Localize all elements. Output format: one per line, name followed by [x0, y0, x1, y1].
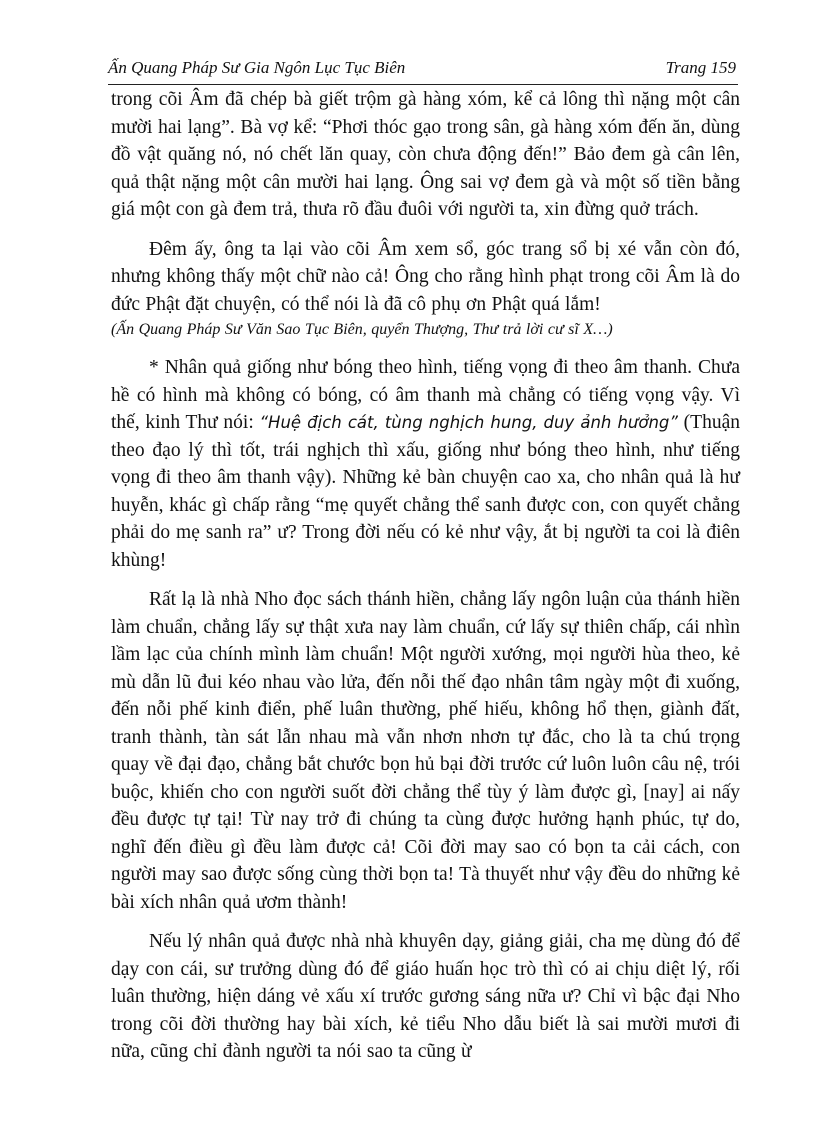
paragraph-1: trong cõi Âm đã chép bà giết trộm gà hàng xóm, kể cả lông thì nặng một cân mười hai lạng”. Bà vợ kể: “Phơi thóc gạo trong sân, gà hàng xóm đến ăn, dùng đồ vật quăng nó, nó chết lăn quay, còn chưa động đến!” Bảo đem gà cân lên, quả thật nặng một cân mười hai lạng. Ông sai vợ đem gà và một số tiền bằng giá một con gà đem trả, thưa rõ đầu đuôi với người ta, xin đừng quở trách.: [111, 89, 740, 220]
paragraph-3: [111, 354, 740, 574]
source-citation: (Ấn Quang Pháp Sư Văn Sao Tục Biên, quyển Thượng, Thư trả lời cư sĩ X…): [111, 321, 613, 338]
paragraph-3-text-end: (Thuận theo đạo lý thì tốt, trái nghịch thì xấu, giống như bóng theo hình, như tiếng vọng đi theo âm thanh vậy). Những kẻ bàn chuyện cao xa, cho nhân quả là hư huyễn, khác gì chấp rằng “mẹ quyết chẳng thể sanh được con, con quyết chẳng phải do mẹ sanh ra” ư? Trong đời nếu có kẻ như vậy, ắt bị người ta coi là điên khùng!: [111, 412, 740, 571]
paragraph-2: [111, 236, 740, 343]
body-text: [111, 86, 740, 1066]
page-header: [108, 54, 738, 85]
page-number: Trang 159: [665, 58, 736, 77]
scripture-quote: “Huệ địch cát, tùng nghịch hung, duy ảnh hưởng”: [259, 413, 678, 432]
paragraph-2-text: Đêm ấy, ông ta lại vào cõi Âm xem sổ, góc trang sổ bị xé vẫn còn đó, nhưng không thấy một chữ nào cả! Ông cho rằng hình phạt trong cõi Âm là do đức Phật đặt chuyện, có thể nói là đã cô phụ ơn Phật quá lắm!: [111, 238, 740, 315]
book-title: Ấn Quang Pháp Sư Gia Ngôn Lục Tục Biên: [108, 58, 406, 77]
paragraph-3-text-start: * Nhân quả giống như bóng theo hình, tiếng vọng đi theo âm thanh. Chưa hề có hình mà không có bóng, có âm thanh mà chẳng có tiếng vọng vậy. Vì thế, kinh Thư nói:: [111, 357, 740, 433]
paragraph-4: Rất lạ là nhà Nho đọc sách thánh hiền, chẳng lấy ngôn luận của thánh hiền làm chuẩn, chẳng lấy sự thật xưa nay làm chuẩn, cứ lấy sự thiên chấp, cái nhìn lầm lạc của chính mình làm chuẩn! Một người xướng, mọi người hùa theo, kẻ mù dẫn lũ đui kéo nhau vào lửa, đến nỗi thế đạo nhân tâm ngày một đi xuống, đến nỗi phế kinh điển, phế luân thường, phế hiếu, không hổ thẹn, giành đất, tranh thành, tàn sát lẫn nhau mà vẫn nhơn nhơn tự đắc, cho là ta chú trọng quay về đại đạo, chẳng bắt chước bọn hủ bại đời trước cứ luôn luôn câu nệ, trói buộc, khiến cho con người suốt đời chẳng thể tùy ý làm được gì, [nay] ai nấy đều được tự tại! Từ nay trở đi chúng ta cùng được hưởng hạnh phúc, tự do, nghĩ đến điều gì đều làm được cả! Cõi đời may sao có bọn ta cải cách, con người may sao được sống cùng thời bọn ta! Tà thuyết như vậy đều do những kẻ bài xích nhân quả ươm thành!: [111, 589, 740, 913]
paragraph-5: Nếu lý nhân quả được nhà nhà khuyên dạy, giảng giải, cha mẹ dùng đó để dạy con cái, sư trưởng dùng đó để giáo huấn học trò thì có ai chịu diệt lý, rối luân thường, hiện dáng vẻ xấu xí trước gương sáng nữa ư? Chỉ vì bậc đại Nho trong cõi đời thường hay bài xích, kẻ tiểu Nho dẫu biết là sai mười mươi đi nữa, cũng chỉ đành người ta nói sao ta cũng ừ: [111, 931, 740, 1062]
